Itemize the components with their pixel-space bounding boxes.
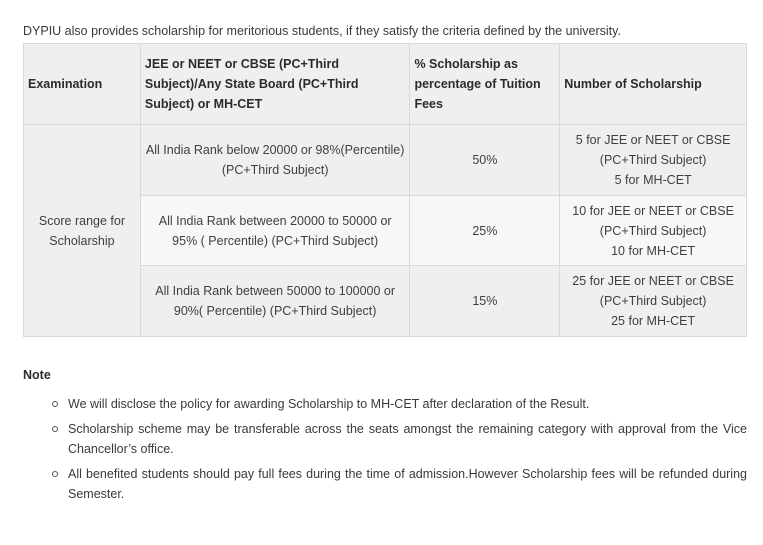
- note-text: We will disclose the policy for awarding Scholarship to MH-CET after declaration of the Result.: [68, 397, 590, 411]
- list-item: [68, 394, 747, 414]
- number-line: 10 for MH-CET: [611, 243, 696, 258]
- header-number: Number of Scholarship: [560, 44, 747, 125]
- circle-bullet-icon: [52, 471, 58, 477]
- list-item: [68, 419, 747, 459]
- number-cell: [560, 125, 747, 196]
- list-item: [68, 464, 747, 504]
- scholarship-table: [23, 43, 747, 337]
- header-criteria: JEE or NEET or CBSE (PC+Third Subject)/Any State Board (PC+Third Subject) or MH-CET: [140, 44, 410, 125]
- circle-bullet-icon: [52, 401, 58, 407]
- criteria-cell: All India Rank between 20000 to 50000 or 95% ( Percentile) (PC+Third Subject): [140, 196, 410, 266]
- number-cell: [560, 196, 747, 266]
- header-examination: Examination: [24, 44, 141, 125]
- circle-bullet-icon: [52, 426, 58, 432]
- number-line: 25 for MH-CET: [611, 314, 696, 328]
- number-line: (PC+Third Subject): [599, 294, 707, 308]
- note-title: Note: [23, 368, 51, 382]
- category-cell: Score range for Scholarship: [24, 125, 141, 337]
- intro-text: DYPIU also provides scholarship for meritorious students, if they satisfy the criteria defined by the university.: [23, 23, 621, 38]
- table-row: [24, 125, 747, 196]
- number-line: (PC+Third Subject): [599, 153, 707, 167]
- number-line: 5 for MH-CET: [614, 173, 692, 187]
- criteria-cell: All India Rank between 50000 to 100000 or 90%( Percentile) (PC+Third Subject): [140, 266, 410, 337]
- percent-cell: 25%: [410, 196, 560, 266]
- note-text: All benefited students should pay full fees during the time of admission.However Scholarship fees will be refunded during Semester.: [68, 467, 747, 501]
- note-list: [23, 394, 747, 509]
- criteria-cell: All India Rank below 20000 or 98%(Percentile) (PC+Third Subject): [140, 125, 410, 196]
- percent-cell: 50%: [410, 125, 560, 196]
- table-header-row: [24, 44, 747, 125]
- number-line: (PC+Third Subject): [599, 223, 707, 238]
- number-line: 10 for JEE or NEET or CBSE: [572, 203, 734, 218]
- number-cell: [560, 266, 747, 337]
- number-line: 5 for JEE or NEET or CBSE: [575, 133, 731, 147]
- note-text: Scholarship scheme may be transferable across the seats amongst the remaining category with approval from the Vice Chancellor’s office.: [68, 422, 747, 456]
- number-line: 25 for JEE or NEET or CBSE: [572, 274, 734, 288]
- percent-cell: 15%: [410, 266, 560, 337]
- header-percent: % Scholarship as percentage of Tuition Fees: [410, 44, 560, 125]
